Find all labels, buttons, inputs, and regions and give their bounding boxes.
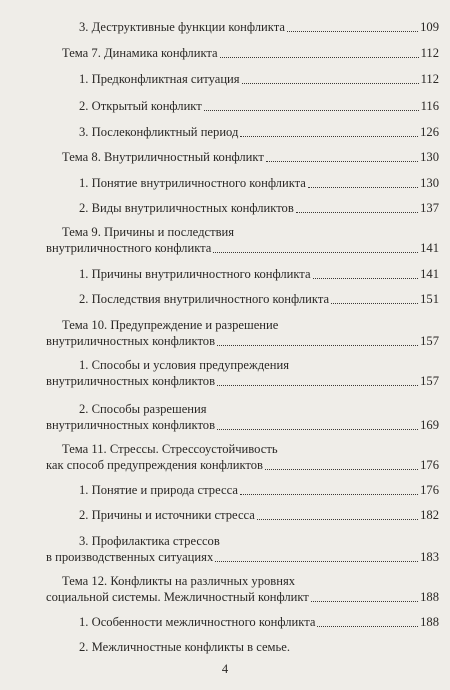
toc-section-entry xyxy=(79,640,290,655)
dot-leader xyxy=(242,83,419,84)
toc-page-number: 112 xyxy=(420,46,439,60)
toc-section-entry xyxy=(79,201,439,216)
toc-section-title: 2. Причины и источники стресса xyxy=(79,508,255,522)
toc-section-entry xyxy=(46,418,439,433)
toc-topic-title-line: Тема 11. Стрессы. Стрессоустойчивость xyxy=(62,442,278,456)
toc-section-title: 2. Межличностные конфликты в семье. xyxy=(79,640,290,654)
toc-topic-title-line: Тема 9. Причины и последствия xyxy=(62,225,235,239)
toc-section-entry xyxy=(79,125,439,140)
toc-section-title: внутриличностных конфликтов xyxy=(46,374,216,388)
toc-section-entry xyxy=(79,292,439,307)
toc-page-number: 169 xyxy=(420,418,439,432)
toc-page-number: 141 xyxy=(420,241,439,255)
toc-topic-title: Тема 7. Динамика конфликта xyxy=(62,46,218,60)
toc-section-title-line: 2. Способы разрешения xyxy=(79,402,207,416)
toc-page-number: 157 xyxy=(420,334,439,348)
toc-page-number: 151 xyxy=(420,292,439,306)
toc-topic-title: как способ предупреждения конфликтов xyxy=(46,458,263,472)
toc-section-title: 2. Открытый конфликт xyxy=(79,99,202,113)
dot-leader xyxy=(287,31,418,32)
toc-section-entry xyxy=(79,20,439,35)
toc-page-number: 137 xyxy=(420,201,439,215)
toc-topic-title: внутриличностных конфликтов xyxy=(46,334,216,348)
toc-page-number: 116 xyxy=(420,99,439,113)
toc-section-entry xyxy=(46,374,439,389)
toc-topic-entry xyxy=(46,241,439,256)
page-number: 4 xyxy=(221,662,229,676)
toc-topic-title: социальной системы. Межличностный конфликт xyxy=(46,590,309,604)
toc-section-entry xyxy=(46,550,439,565)
dot-leader xyxy=(240,136,418,137)
toc-topic-entry xyxy=(46,334,439,349)
dot-leader xyxy=(213,252,418,253)
toc-topic-title-line: Тема 10. Предупреждение и разрешение xyxy=(62,318,279,332)
toc-topic-title: внутриличностного конфликта xyxy=(46,241,212,255)
toc-section-title: 1. Особенности межличностного конфликта xyxy=(79,615,316,629)
toc-page-number: 126 xyxy=(420,125,439,139)
toc-section-title: 3. Послеконфликтный период xyxy=(79,125,239,139)
toc-section-entry xyxy=(79,72,439,87)
toc-section-entry xyxy=(79,483,439,498)
toc-page-number: 130 xyxy=(420,176,439,190)
dot-leader xyxy=(308,187,418,188)
toc-section-title: 2. Последствия внутриличностного конфликта xyxy=(79,292,330,306)
dot-leader xyxy=(240,494,418,495)
dot-leader xyxy=(204,110,419,111)
toc-page-number: 130 xyxy=(420,150,439,164)
toc-topic-entry xyxy=(62,150,439,165)
toc-section-title: внутриличностных конфликтов xyxy=(46,418,216,432)
toc-topic-entry xyxy=(62,46,439,61)
toc-section-title: в производственных ситуациях xyxy=(46,550,214,564)
toc-section-title-line: 1. Способы и условия предупреждения xyxy=(79,358,289,372)
toc-page-number: 188 xyxy=(420,615,439,629)
dot-leader xyxy=(217,345,418,346)
dot-leader xyxy=(265,469,418,470)
toc-page-number: 176 xyxy=(420,483,439,497)
toc-section-entry xyxy=(79,267,439,282)
toc-topic-entry xyxy=(46,458,439,473)
toc-section-title: 1. Понятие внутриличностного конфликта xyxy=(79,176,306,190)
dot-leader xyxy=(317,626,418,627)
dot-leader xyxy=(217,385,418,386)
toc-section-title: 1. Предконфликтная ситуация xyxy=(79,72,240,86)
toc-page-number: 109 xyxy=(420,20,439,34)
toc-section-entry xyxy=(79,176,439,191)
dot-leader xyxy=(296,212,418,213)
toc-page-number: 157 xyxy=(420,374,439,388)
toc-section-title: 1. Причины внутриличностного конфликта xyxy=(79,267,311,281)
toc-topic-title-line: Тема 12. Конфликты на различных уровнях xyxy=(62,574,296,588)
toc-section-title: 3. Деструктивные функции конфликта xyxy=(79,20,285,34)
toc-topic-entry xyxy=(46,590,439,605)
dot-leader xyxy=(266,161,418,162)
dot-leader xyxy=(220,57,419,58)
dot-leader xyxy=(217,429,418,430)
toc-section-entry xyxy=(79,508,439,523)
toc-page-number: 182 xyxy=(420,508,439,522)
toc-topic-title: Тема 8. Внутриличностный конфликт xyxy=(62,150,264,164)
dot-leader xyxy=(257,519,418,520)
toc-page-number: 183 xyxy=(420,550,439,564)
toc-page-number: 112 xyxy=(420,72,439,86)
dot-leader xyxy=(311,601,418,602)
dot-leader xyxy=(313,278,419,279)
dot-leader xyxy=(215,561,418,562)
toc-section-title-line: 3. Профилактика стрессов xyxy=(79,534,220,548)
toc-page-number: 141 xyxy=(420,267,439,281)
dot-leader xyxy=(331,303,418,304)
toc-section-entry xyxy=(79,615,439,630)
toc-page-number: 176 xyxy=(420,458,439,472)
toc-section-title: 2. Виды внутриличностных конфликтов xyxy=(79,201,294,215)
toc-section-title: 1. Понятие и природа стресса xyxy=(79,483,238,497)
toc-section-entry xyxy=(79,99,439,114)
toc-page-number: 188 xyxy=(420,590,439,604)
